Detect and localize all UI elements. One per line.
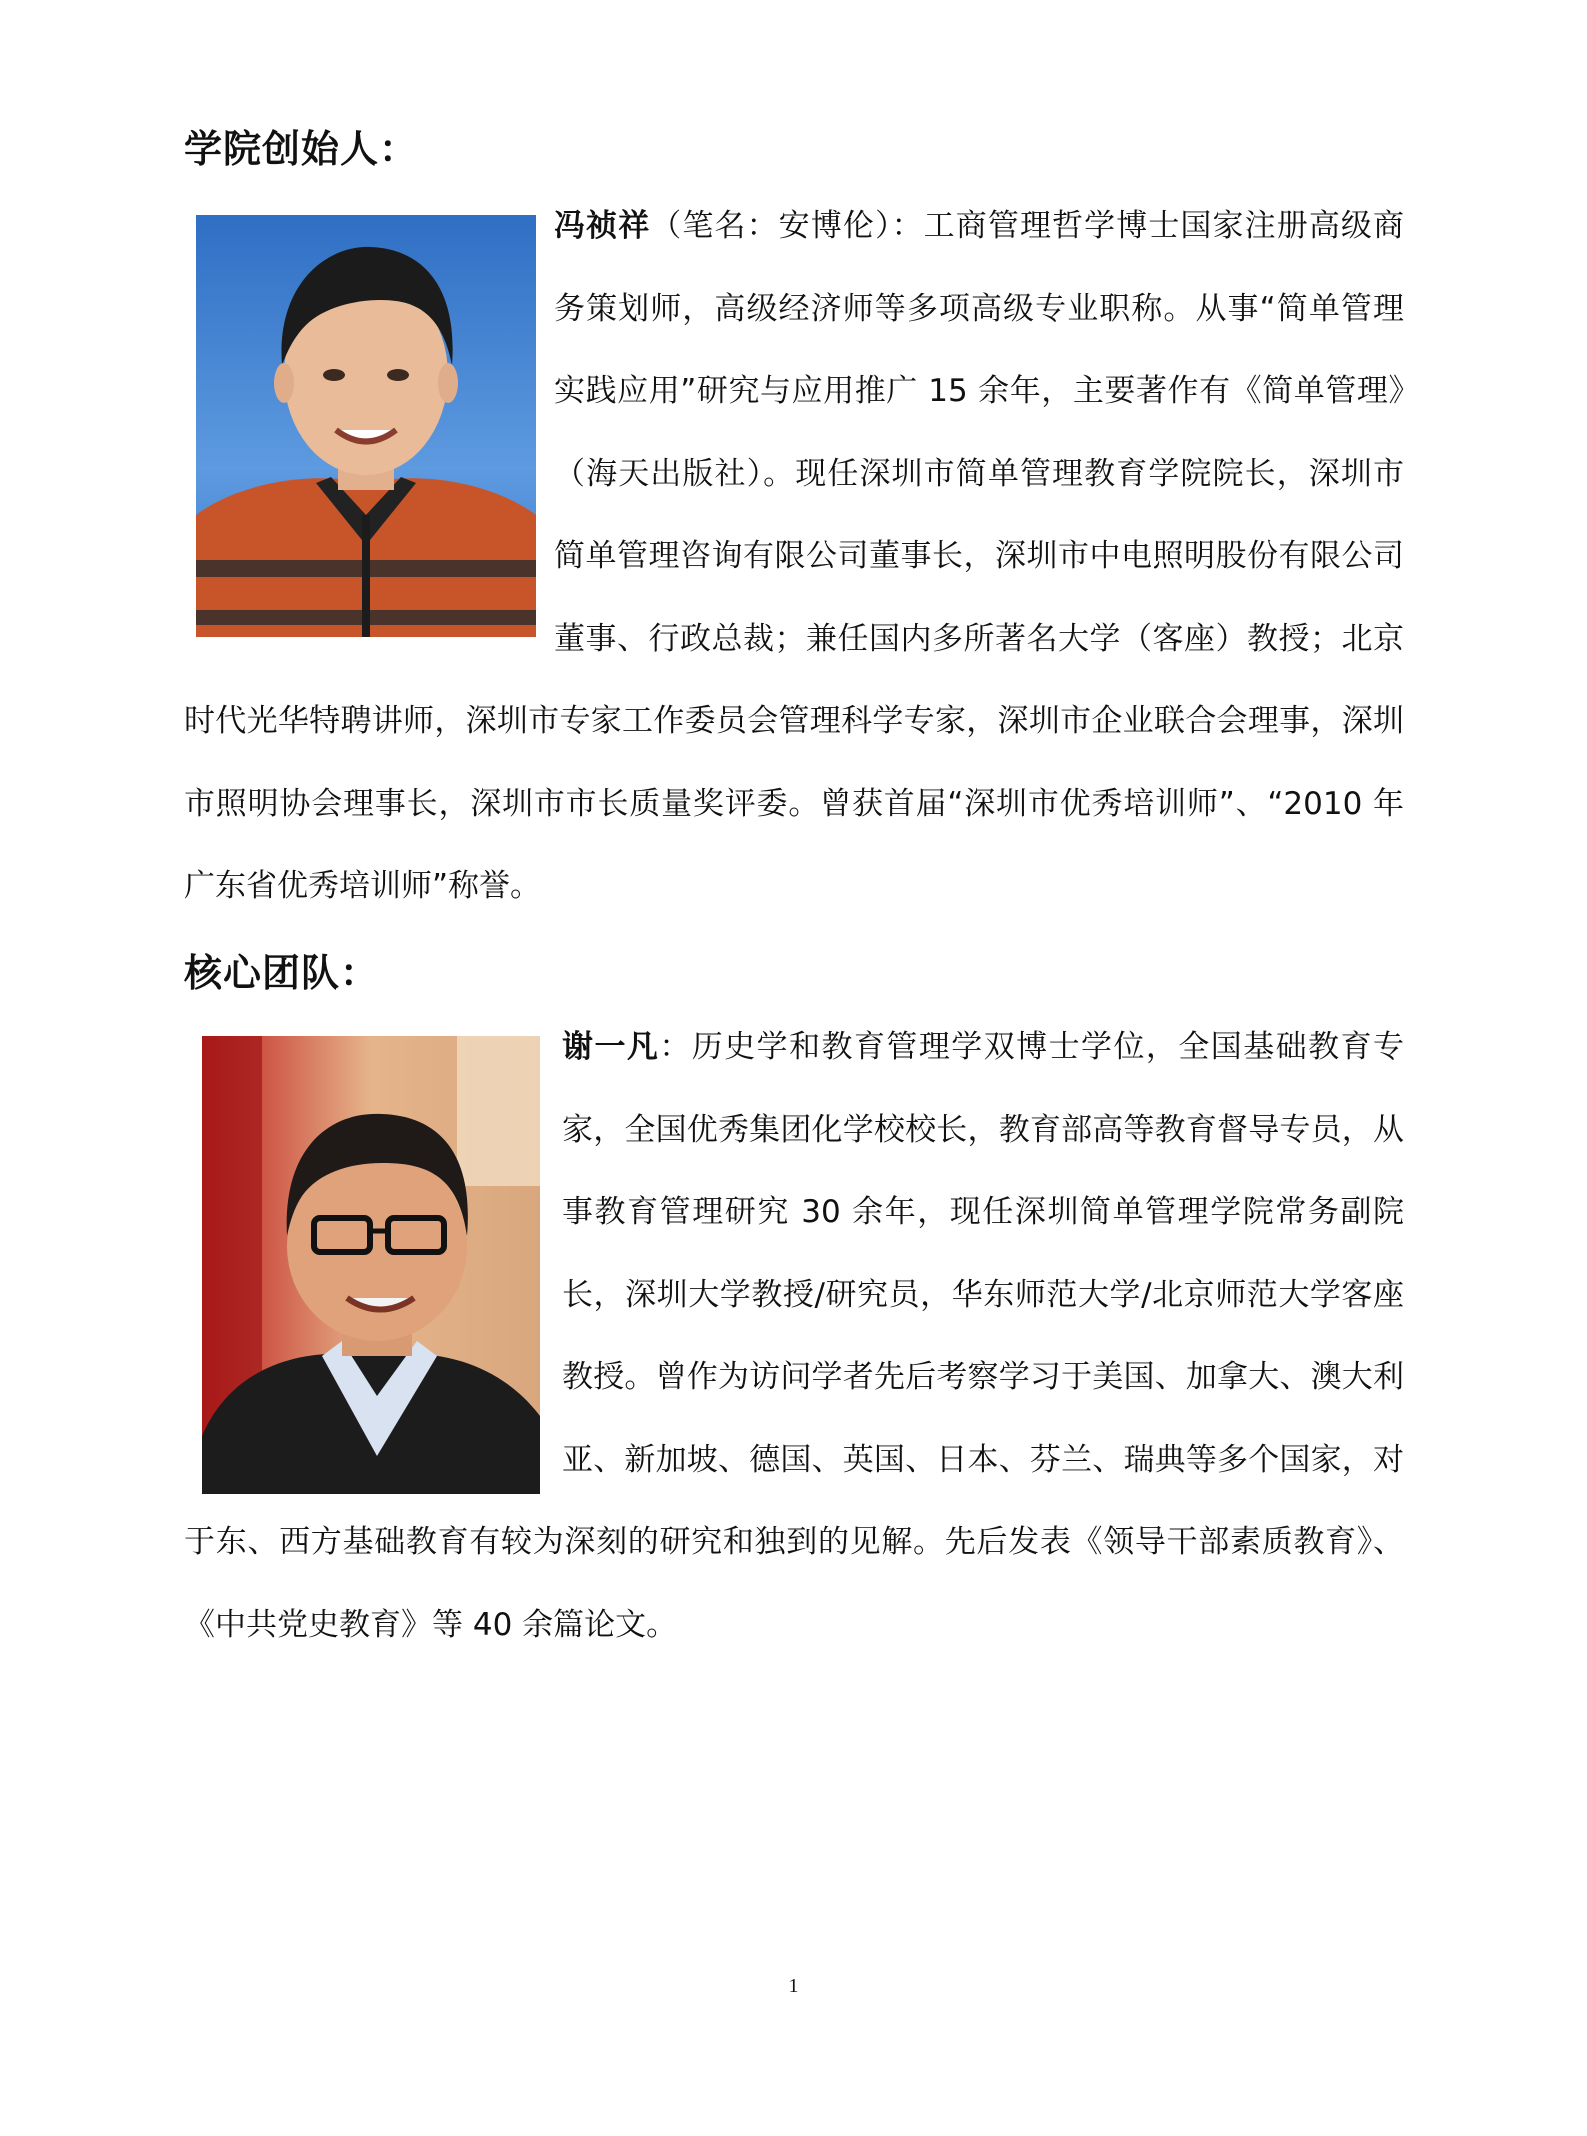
team-member-name: 谢一凡: [562, 1029, 660, 1065]
team-member-portrait-photo: [202, 1036, 540, 1494]
core-team-heading: 核心团队：: [184, 951, 380, 995]
founder-name: 冯祯祥: [554, 208, 651, 244]
founder-bio-paragraph: [184, 185, 1404, 928]
page-number: 1: [788, 1975, 799, 1997]
founder-heading: 学院创始人：: [184, 127, 419, 171]
team-member-bio-text: ：历史学和教育管理学双博士学位，全国基础教育专家，全国优秀集团化学校校长，教育部高等教育督导专员，从事教育管理研究 30 余年，现任深圳简单管理学院常务副院长，深圳大学教授/研究员，华东师范大学/北京师范大学客座教授。曾作为访问学者先后考察学习于美国、加拿大、澳大利亚、新加坡、德国、英国、日本、芬兰、瑞典等多个国家，对于东、西方基础教育有较为深刻的研究和独到的见解。先后发表《领导干部素质教育》、《中共党史教育》等 40 余篇论文。: [184, 1029, 1405, 1643]
founder-bio-text: （笔名：安博伦）：工商管理哲学博士国家注册高级商务策划师，高级经济师等多项高级专业职称。从事“简单管理实践应用”研究与应用推广 15 余年，主要著作有《简单管理》（海天出版社）。现任深圳市简单管理教育学院院长，深圳市简单管理咨询有限公司董事长，深圳市中电照明股份有限公司董事、行政总裁；兼任国内多所著名大学（客座）教授；北京时代光华特聘讲师，深圳市专家工作委员会管理科学专家，深圳市企业联合会理事，深圳市照明协会理事长，深圳市市长质量奖评委。曾获首届“深圳市优秀培训师”、“2010 年广东省优秀培训师”称誉。: [184, 208, 1405, 904]
founder-portrait-photo: [196, 215, 536, 637]
core-team-bio-paragraph: [184, 1006, 1404, 1666]
